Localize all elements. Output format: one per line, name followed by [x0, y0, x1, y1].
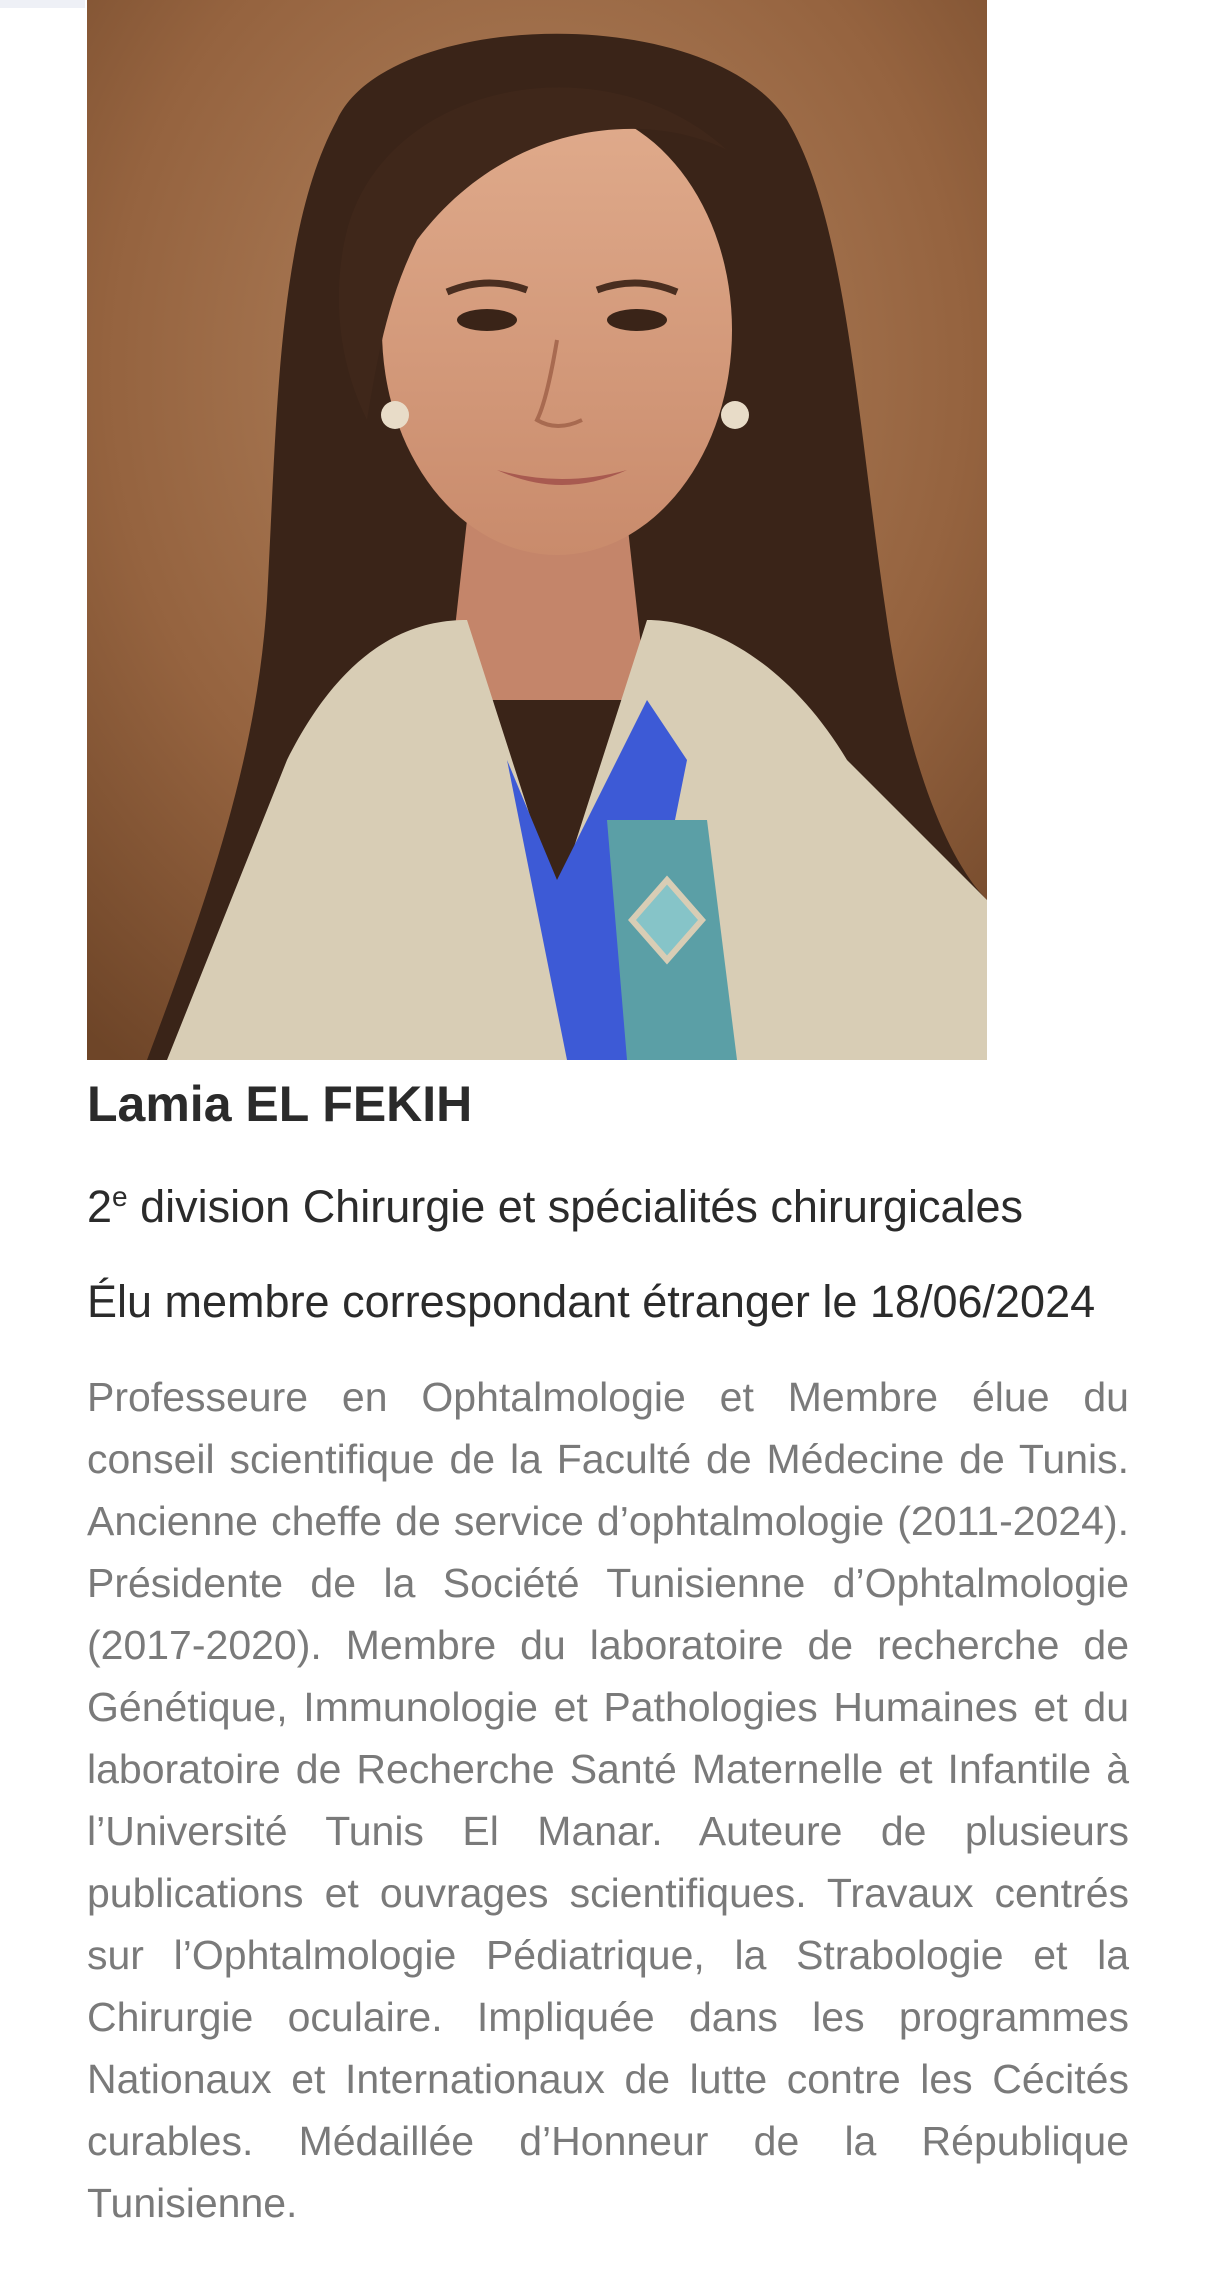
division-ordinal: e: [112, 1180, 128, 1212]
member-profile: [87, 0, 1129, 2234]
division-label: division Chirurgie et spécialités chirurgicales: [127, 1180, 1023, 1232]
member-biography: Professeure en Ophtalmologie et Membre élue du conseil scientifique de la Faculté de Médecine de Tunis. Ancienne cheffe de service d’ophtalmologie (2011-2024). Présidente de la Société Tunisienne d’Ophtalmologie (2017-2020). Membre du laboratoire de recherche de Génétique, Immunologie et Pathologies Humaines et du laboratoire de Recherche Santé Maternelle et Infantile à l’Université Tunis El Manar. Auteure de plusieurs publications et ouvrages scientifiques. Travaux centrés sur l’Ophtalmologie Pédiatrique, la Strabologie et la Chirurgie oculaire. Impliquée dans les programmes Nationaux et Internationaux de lutte contre les Cécités curables. Médaillée d’Honneur de la République Tunisienne.: [87, 1374, 1129, 2226]
election-date: Élu membre correspondant étranger le 18/06/2024: [87, 1276, 1096, 1327]
member-name: Lamia EL FEKIH: [87, 1076, 473, 1132]
member-photo: [87, 0, 987, 1060]
division-number: 2: [87, 1180, 113, 1232]
member-division: [87, 1178, 1129, 1237]
top-bar: [0, 0, 85, 8]
